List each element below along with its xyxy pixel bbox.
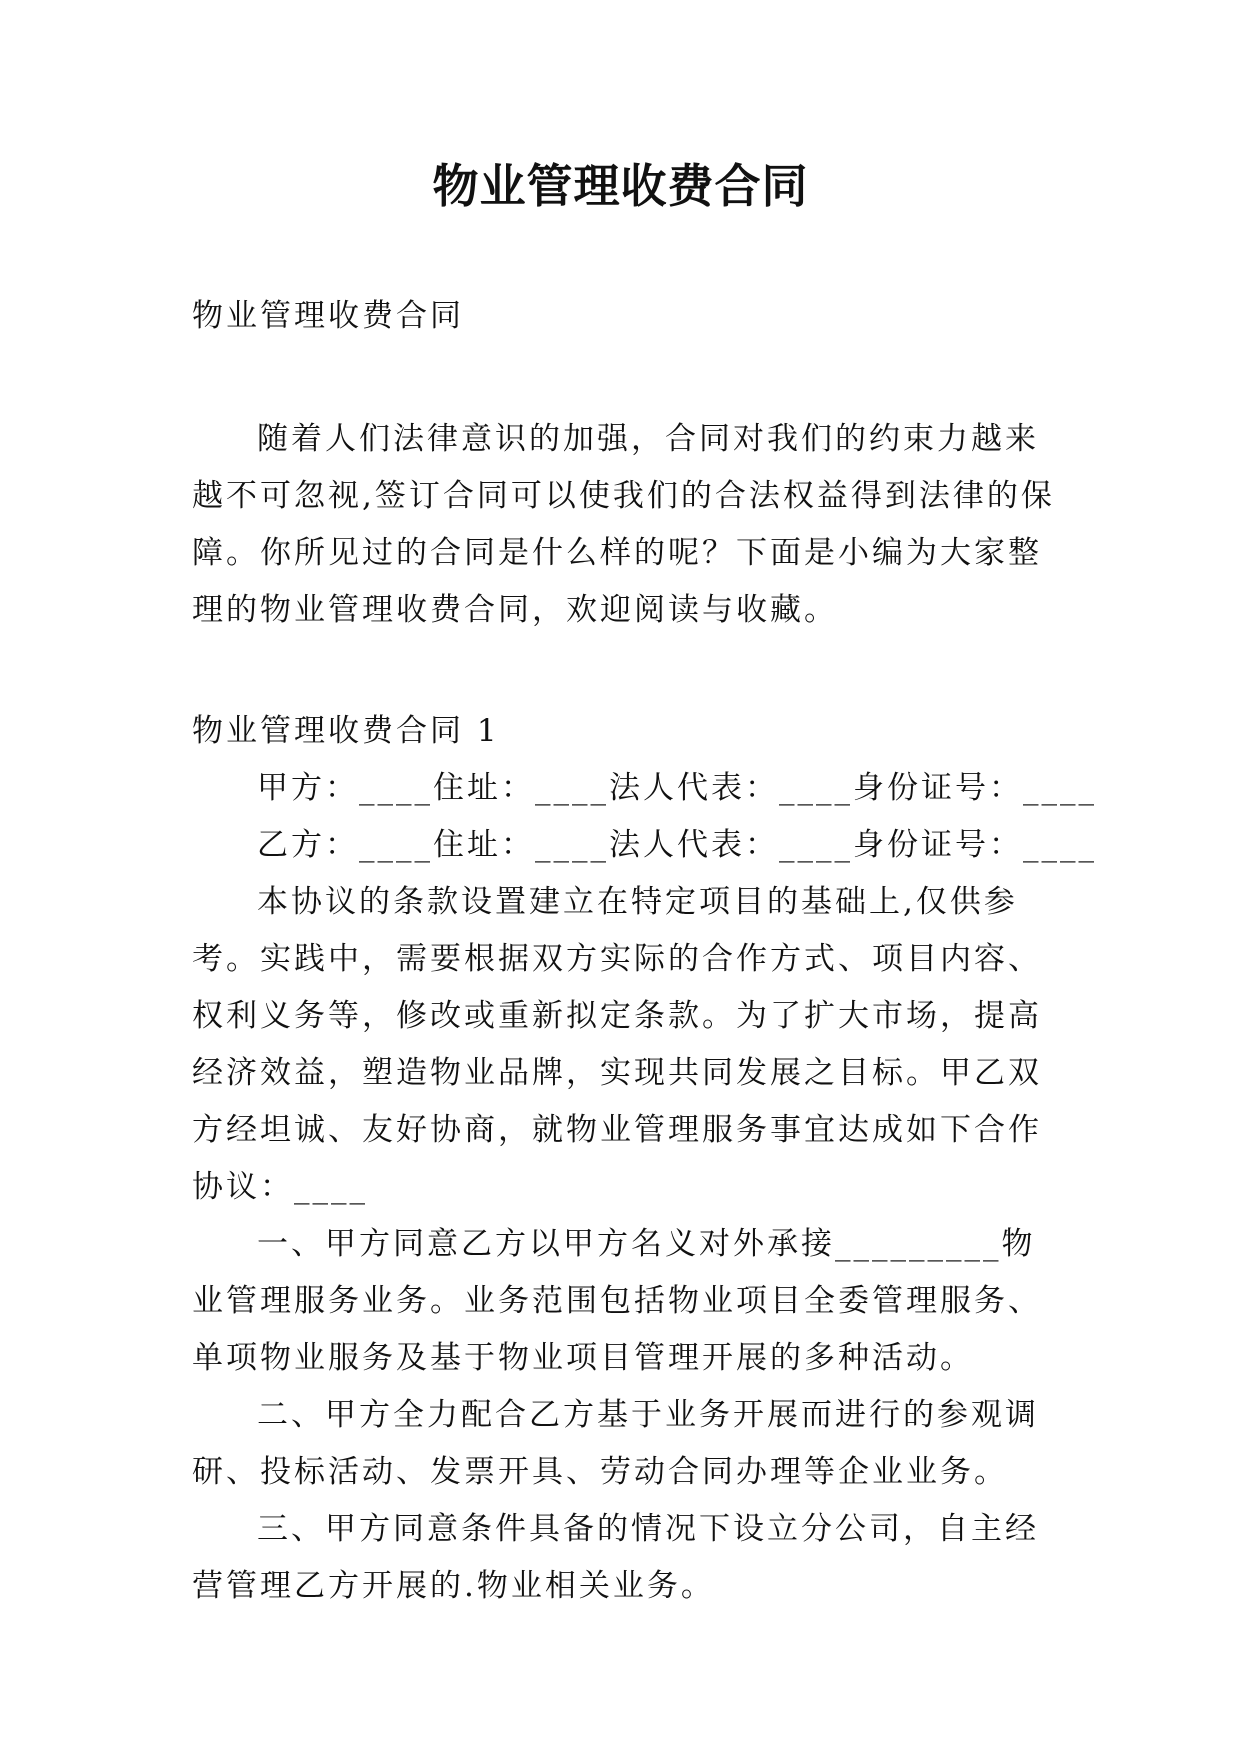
- party-b-line: 乙方：____住址：____法人代表：____身份证号：____: [257, 827, 1097, 863]
- intro-paragraph: 随着人们法律意识的加强，合同对我们的约束力越来越不可忽视,签订合同可以使我们的合法权益得到法律的保障。你所见过的合同是什么样的呢？下面是小编为大家整理的物业管理收费合同，欢迎阅读与收藏。: [192, 421, 1055, 628]
- contract-heading: 物业管理收费合同 1: [192, 713, 500, 749]
- document-subtitle: 物业管理收费合同: [192, 298, 464, 334]
- document-title: 物业管理收费合同: [432, 159, 809, 213]
- preamble-paragraph: 本协议的条款设置建立在特定项目的基础上,仅供参考。实践中，需要根据双方实际的合作方式、项目内容、权利义务等，修改或重新拟定条款。为了扩大市场，提高经济效益，塑造物业品牌，实现共同发展之目标。甲乙双方经坦诚、友好协商，就物业管理服务事宜达成如下合作协议：____: [192, 884, 1042, 1205]
- document-body: [192, 288, 1097, 1615]
- party-a-line: 甲方：____住址：____法人代表：____身份证号：____: [257, 770, 1097, 806]
- clause-2: 二、甲方全力配合乙方基于业务开展而进行的参观调研、投标活动、发票开具、劳动合同办理等企业业务。: [192, 1397, 1039, 1490]
- clause-1: 一、甲方同意乙方以甲方名义对外承接_________物业管理服务业务。业务范围包括物业项目全委管理服务、单项物业服务及基于物业项目管理开展的多种活动。: [192, 1226, 1042, 1376]
- clause-3: 三、甲方同意条件具备的情况下设立分公司，自主经营管理乙方开展的.物业相关业务。: [192, 1511, 1039, 1604]
